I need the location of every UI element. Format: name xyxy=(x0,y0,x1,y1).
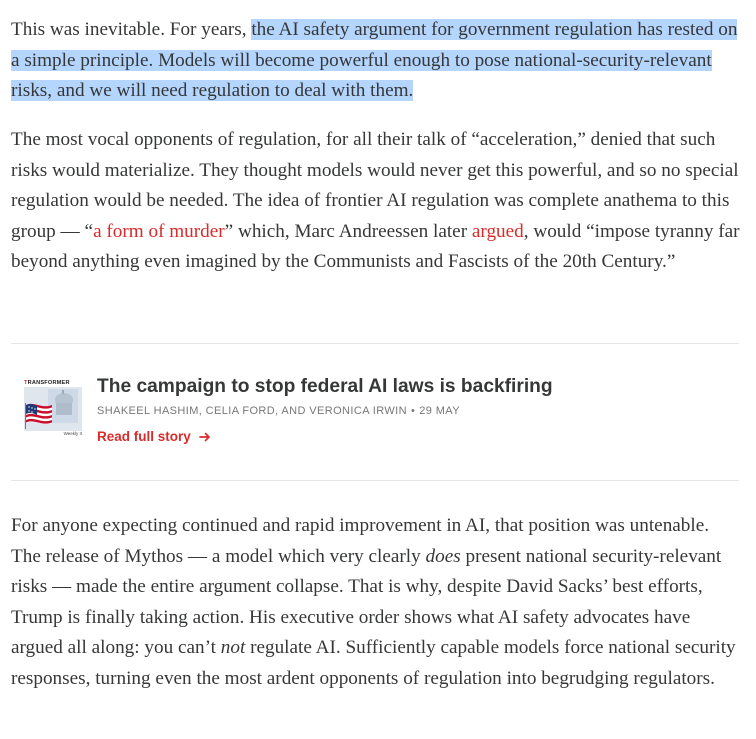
paragraph-1-lead: This was inevitable. For years, xyxy=(11,19,252,40)
paragraph-3-text-a: For anyone expecting continued and rapid improvement in AI, that position was untenable. The release of Mythos — a model which very clearly xyxy=(11,515,710,567)
embedded-post-card[interactable] xyxy=(24,374,724,454)
embed-divider-bottom xyxy=(11,480,739,481)
us-flag-capitol-icon xyxy=(24,387,82,431)
embed-meta xyxy=(97,405,460,417)
paragraph-2 xyxy=(11,125,741,278)
embed-authors: SHAKEEL HASHIM, CELIA FORD, AND VERONICA IRWIN xyxy=(97,405,407,417)
thumbnail-footer: Weekly II xyxy=(63,431,82,436)
selected-text[interactable]: the AI safety argument for government regulation has rested on a simple principle. Models will become powerful enough to pose national-security-relevant risks, and we will need regulation to deal with them. xyxy=(11,19,738,101)
embed-date: 29 MAY xyxy=(419,405,460,417)
post-thumbnail[interactable] xyxy=(24,380,82,438)
paragraph-3-emphasis-not: not xyxy=(220,637,246,658)
embed-divider-top xyxy=(11,343,739,344)
paragraph-3-text-c: regulate AI. Sufficiently capable models force national security responses, turning even the most ardent opponents of regulation into begrudging regulators. xyxy=(11,637,736,689)
paragraph-1 xyxy=(11,15,741,107)
read-full-story-label: Read full story xyxy=(97,429,191,444)
paragraph-3-emphasis-does: does xyxy=(425,545,461,567)
link-a-form-of-murder[interactable]: a form of murder xyxy=(93,220,225,242)
arrow-right-icon xyxy=(199,431,211,443)
thumbnail-brand: TRANSFORMER xyxy=(24,380,70,386)
link-argued[interactable]: argued xyxy=(471,220,524,242)
read-full-story-link[interactable] xyxy=(97,429,211,444)
paragraph-2-text-a: The most vocal opponents of regulation, for all their talk of “acceleration,” denied that such risks would materialize. They thought models would never get this powerful, and so no special regulation would be needed. The idea of frontier AI regulation was complete anathema to this group — “ xyxy=(11,129,739,242)
paragraph-2-text-c: , would “impose tyranny far beyond anything even imagined by the Communists and Fascists of the 20th Century.” xyxy=(11,220,740,272)
meta-separator: • xyxy=(410,405,416,417)
paragraph-3-text-b: present national security-relevant risks — made the entire argument collapse. That is why, despite David Sacks’ best efforts, Trump is finally taking action. His executive order shows what AI safety advocates have argued all along: you can’t xyxy=(11,545,722,658)
paragraph-2-text-b: ” which, Marc Andreessen later xyxy=(224,220,472,242)
paragraph-3 xyxy=(11,511,741,694)
embed-title[interactable]: The campaign to stop federal AI laws is backfiring xyxy=(97,376,553,397)
